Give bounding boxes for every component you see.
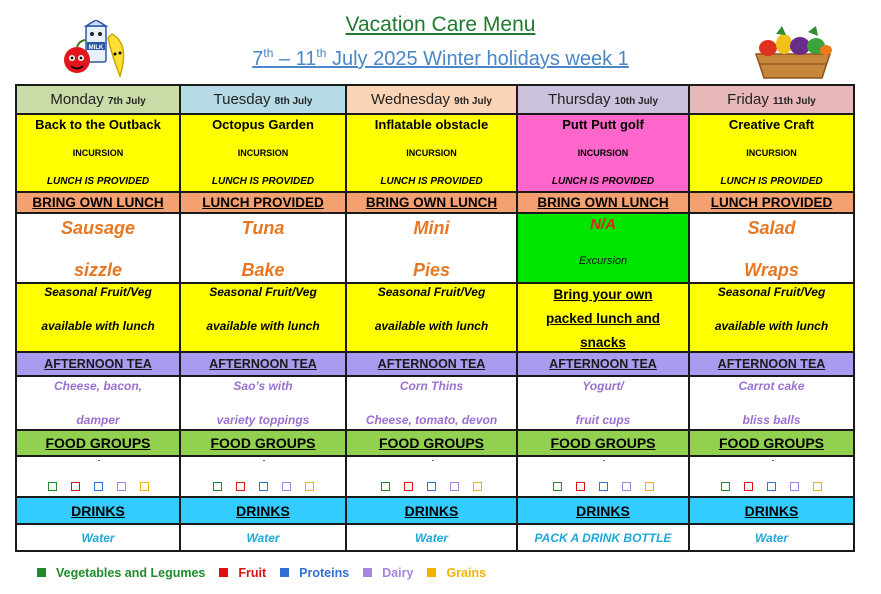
- activity-row: [16, 114, 854, 192]
- meal-cell: [16, 213, 180, 283]
- food-group-checkbox-proteins: [767, 482, 776, 491]
- activity-title: Putt Putt golf: [562, 117, 644, 132]
- day-header-tuesday: [180, 85, 346, 114]
- day-name: Friday: [727, 91, 769, 108]
- tea-line-1: Yogurt/: [582, 379, 624, 393]
- food-groups-cell: [180, 456, 346, 497]
- food-groups-header: FOOD GROUPS: [16, 430, 180, 456]
- incursion-label: INCURSION: [746, 148, 797, 158]
- fruit-cell: [180, 283, 346, 352]
- meal-cell: [689, 213, 854, 283]
- tea-line-2: fruit cups: [575, 413, 631, 427]
- day-header-friday: [689, 85, 854, 114]
- fruit-cell: [346, 283, 517, 352]
- food-groups-cell: [517, 456, 689, 497]
- drink-cell: Water: [689, 524, 854, 551]
- meal-line-1: Tuna: [241, 218, 285, 238]
- legend-label: Grains: [446, 566, 487, 580]
- day-date: 8th July: [274, 96, 313, 107]
- meal-line-2: sizzle: [73, 260, 123, 280]
- food-groups-header-row: [16, 430, 854, 456]
- food-group-checkbox-dairy: [117, 482, 126, 491]
- afternoon-tea-row: [16, 376, 854, 430]
- drinks-header: DRINKS: [16, 497, 180, 524]
- drinks-header: DRINKS: [180, 497, 346, 524]
- food-group-checkbox-dairy: [450, 482, 459, 491]
- lunch-type-cell: LUNCH PROVIDED: [689, 192, 854, 213]
- drink-cell: PACK A DRINK BOTTLE: [517, 524, 689, 551]
- subtitle-suffix-end: th: [316, 46, 327, 60]
- meal-cell-excursion: [517, 213, 689, 283]
- packed-line-2: packed lunch and: [545, 311, 661, 326]
- day-name: Thursday: [547, 91, 611, 108]
- dot-mark: [263, 460, 265, 461]
- packed-lunch-cell: [517, 283, 689, 352]
- day-date: 7th July: [107, 96, 146, 107]
- food-groups-header: FOOD GROUPS: [346, 430, 517, 456]
- food-groups-row: [16, 456, 854, 497]
- day-date: 11th July: [773, 96, 816, 107]
- afternoon-tea-header: AFTERNOON TEA: [16, 352, 180, 376]
- day-name: Tuesday: [213, 91, 271, 108]
- afternoon-tea-cell: [689, 376, 854, 430]
- svg-text:MILK: MILK: [88, 45, 104, 51]
- lunch-note: LUNCH IS PROVIDED: [211, 176, 315, 187]
- fruit-line-2: available with lunch: [374, 319, 489, 333]
- subtitle-day-end: – 11: [273, 48, 317, 70]
- afternoon-tea-header: AFTERNOON TEA: [180, 352, 346, 376]
- fruit-cell: [689, 283, 854, 352]
- drinks-row: [16, 524, 854, 551]
- drinks-header-row: [16, 497, 854, 524]
- tea-line-1: Sao’s with: [233, 379, 293, 393]
- afternoon-tea-cell: [16, 376, 180, 430]
- day-header-monday: [16, 85, 180, 114]
- food-group-checkbox-grains: [813, 482, 822, 491]
- meal-line-1: Mini: [413, 218, 450, 238]
- fruit-milk-characters-icon: [60, 20, 138, 80]
- meal-line-2: Wraps: [744, 260, 799, 280]
- incursion-label: INCURSION: [406, 148, 457, 158]
- food-group-checkbox-dairy: [282, 482, 291, 491]
- activity-title: Octopus Garden: [212, 117, 314, 132]
- afternoon-tea-cell: [346, 376, 517, 430]
- tea-line-2: bliss balls: [742, 413, 801, 427]
- legend-item: [37, 566, 205, 580]
- subtitle-suffix-start: th: [263, 46, 274, 60]
- food-group-checkbox-proteins: [259, 482, 268, 491]
- food-group-checkbox-proteins: [427, 482, 436, 491]
- food-group-checkbox-fruit: [236, 482, 245, 491]
- lunch-note: LUNCH IS PROVIDED: [380, 176, 483, 187]
- tea-line-2: variety toppings: [216, 413, 310, 427]
- food-groups-cell: [346, 456, 517, 497]
- vegetable-basket-icon: [750, 24, 836, 80]
- food-groups-header: FOOD GROUPS: [517, 430, 689, 456]
- lunch-note: LUNCH IS PROVIDED: [46, 176, 150, 187]
- food-group-checkbox-vegetables: [48, 482, 57, 491]
- subtitle-rest: July 2025 Winter holidays week 1: [326, 48, 629, 70]
- food-group-checkbox-fruit: [404, 482, 413, 491]
- afternoon-tea-header-row: [16, 352, 854, 376]
- fruit-line-2: available with lunch: [41, 319, 155, 333]
- legend-item: [280, 566, 349, 580]
- dot-mark: [432, 460, 434, 461]
- afternoon-tea-cell: [180, 376, 346, 430]
- meal-row: [16, 213, 854, 283]
- fruit-line-1: Seasonal Fruit/Veg: [377, 285, 486, 299]
- afternoon-tea-header: AFTERNOON TEA: [346, 352, 517, 376]
- tea-line-1: Cheese, bacon,: [53, 379, 143, 393]
- food-group-checkbox-grains: [645, 482, 654, 491]
- meal-line-1: Sausage: [60, 218, 136, 238]
- activity-cell: [689, 114, 854, 192]
- food-groups-header: FOOD GROUPS: [180, 430, 346, 456]
- food-group-checkbox-vegetables: [721, 482, 730, 491]
- food-group-checkbox-dairy: [622, 482, 631, 491]
- meal-line-2: Excursion: [578, 255, 628, 267]
- legend-label: Proteins: [299, 566, 350, 580]
- lunch-type-cell: LUNCH PROVIDED: [180, 192, 346, 213]
- day-name: Monday: [50, 91, 104, 108]
- legend-swatch: [37, 568, 46, 577]
- drinks-header: DRINKS: [517, 497, 689, 524]
- fruit-cell: [16, 283, 180, 352]
- food-group-checkbox-fruit: [576, 482, 585, 491]
- activity-cell: [180, 114, 346, 192]
- fruit-line-1: Seasonal Fruit/Veg: [209, 285, 317, 299]
- food-group-checkboxes: [181, 482, 345, 491]
- incursion-label: INCURSION: [237, 148, 289, 158]
- food-groups-header: FOOD GROUPS: [689, 430, 854, 456]
- fruit-line-2: available with lunch: [206, 319, 320, 333]
- drink-cell: Water: [346, 524, 517, 551]
- incursion-label: INCURSION: [72, 148, 124, 158]
- activity-title: Creative Craft: [728, 117, 815, 132]
- drinks-header: DRINKS: [346, 497, 517, 524]
- legend-item: [363, 566, 413, 580]
- activity-title: Inflatable obstacle: [374, 117, 489, 132]
- afternoon-tea-header: AFTERNOON TEA: [689, 352, 854, 376]
- food-group-checkbox-grains: [140, 482, 149, 491]
- activity-title: Back to the Outback: [35, 117, 161, 132]
- day-header-thursday: [517, 85, 689, 114]
- food-group-checkbox-vegetables: [381, 482, 390, 491]
- food-group-checkboxes: [347, 482, 516, 491]
- fruit-line-1: Seasonal Fruit/Veg: [44, 285, 152, 299]
- day-name: Wednesday: [371, 91, 450, 108]
- legend-swatch: [219, 568, 228, 577]
- legend-item: [427, 566, 486, 580]
- fruit-line-2: available with lunch: [714, 319, 829, 333]
- legend-label: Vegetables and Legumes: [56, 566, 206, 580]
- meal-line-1: N/A: [590, 216, 616, 233]
- food-group-legend: [37, 566, 500, 580]
- dot-mark: [603, 460, 605, 461]
- dot-mark: [98, 460, 100, 461]
- food-group-checkbox-grains: [473, 482, 482, 491]
- activity-cell: [346, 114, 517, 192]
- tea-line-2: Cheese, tomato, devon: [365, 413, 498, 427]
- legend-swatch: [363, 568, 372, 577]
- meal-line-2: Bake: [241, 260, 285, 280]
- food-groups-cell: [689, 456, 854, 497]
- food-group-checkboxes: [690, 482, 853, 491]
- lunch-note: LUNCH IS PROVIDED: [720, 176, 823, 187]
- food-group-checkbox-vegetables: [213, 482, 222, 491]
- day-date: 10th July: [614, 96, 659, 107]
- meal-cell: [346, 213, 517, 283]
- food-group-checkbox-vegetables: [553, 482, 562, 491]
- lunch-type-cell: BRING OWN LUNCH: [16, 192, 180, 213]
- legend-swatch: [427, 568, 436, 577]
- food-groups-cell: [16, 456, 180, 497]
- meal-line-2: Pies: [412, 260, 451, 280]
- lunch-type-row: [16, 192, 854, 213]
- tea-line-1: Carrot cake: [738, 379, 805, 393]
- day-header-wednesday: [346, 85, 517, 114]
- dot-mark: [772, 460, 774, 461]
- lunch-type-cell: BRING OWN LUNCH: [346, 192, 517, 213]
- meal-line-1: Salad: [747, 218, 796, 238]
- drink-cell: Water: [180, 524, 346, 551]
- fruit-row: [16, 283, 854, 352]
- food-group-checkbox-dairy: [790, 482, 799, 491]
- page-title: Vacation Care Menu: [345, 13, 536, 36]
- food-group-checkbox-fruit: [71, 482, 80, 491]
- food-group-checkboxes: [17, 482, 179, 491]
- food-group-checkbox-grains: [305, 482, 314, 491]
- legend-label: Fruit: [238, 566, 267, 580]
- incursion-label: INCURSION: [577, 148, 629, 158]
- tea-line-2: damper: [76, 413, 120, 427]
- food-group-checkbox-fruit: [744, 482, 753, 491]
- meal-cell: [180, 213, 346, 283]
- drink-cell: Water: [16, 524, 180, 551]
- legend-label: Dairy: [382, 566, 414, 580]
- fruit-line-1: Seasonal Fruit/Veg: [717, 285, 826, 299]
- activity-cell: [517, 114, 689, 192]
- legend-item: [219, 566, 266, 580]
- subtitle-day-start: 7: [252, 48, 264, 70]
- lunch-type-cell: BRING OWN LUNCH: [517, 192, 689, 213]
- packed-line-3: snacks: [580, 335, 626, 350]
- legend-swatch: [280, 568, 289, 577]
- food-group-checkboxes: [518, 482, 688, 491]
- day-date: 9th July: [454, 96, 492, 107]
- tea-line-1: Corn Thins: [399, 379, 464, 393]
- food-group-checkbox-proteins: [599, 482, 608, 491]
- afternoon-tea-cell: [517, 376, 689, 430]
- packed-line-1: Bring your own: [553, 287, 653, 302]
- activity-cell: [16, 114, 180, 192]
- day-header-row: [16, 85, 854, 114]
- drinks-header: DRINKS: [689, 497, 854, 524]
- menu-table: [15, 84, 855, 552]
- food-group-checkbox-proteins: [94, 482, 103, 491]
- lunch-note: LUNCH IS PROVIDED: [551, 176, 655, 187]
- afternoon-tea-header: AFTERNOON TEA: [517, 352, 689, 376]
